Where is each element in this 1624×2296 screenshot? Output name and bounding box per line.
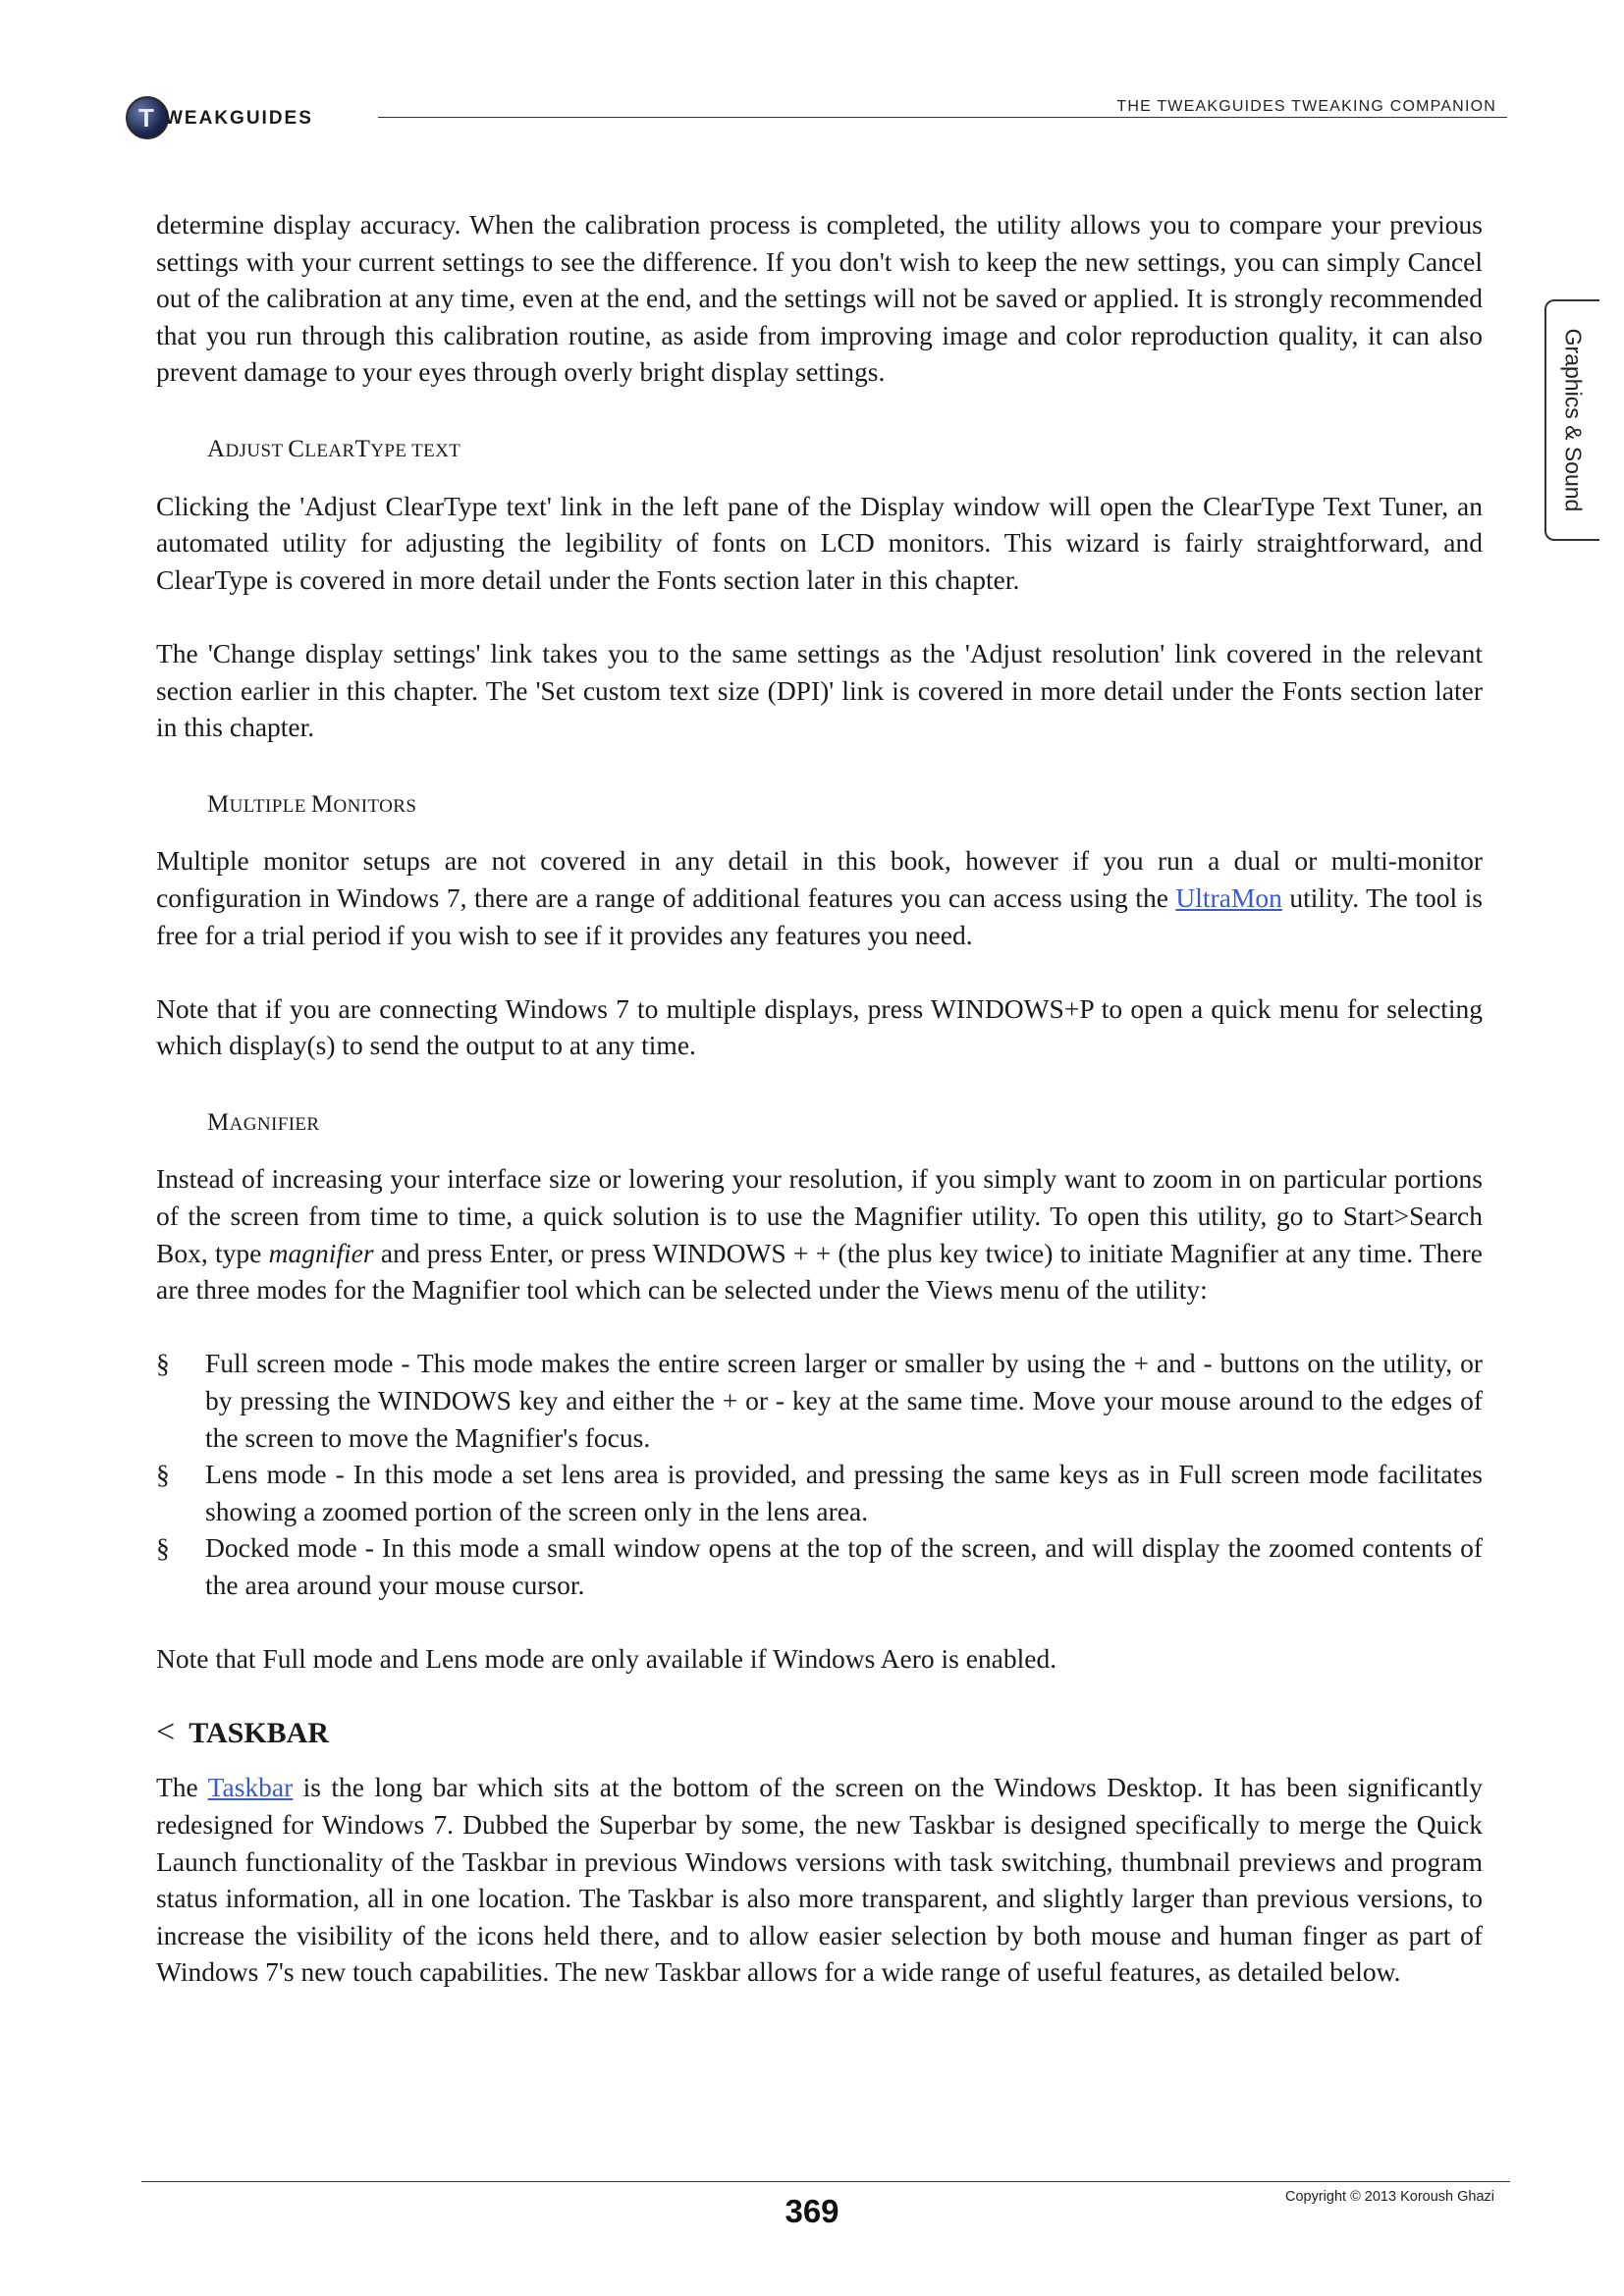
paragraph-text: and press Enter, or press WINDOWS + + (the plus key twice) to initiate Magnifier at any time. There are three modes for the Magnifier tool which can be selected under the Views menu of the utility: bbox=[156, 1237, 1483, 1306]
heading-cap: C bbox=[288, 435, 305, 462]
heading-small: LEAR bbox=[304, 440, 355, 461]
paragraph-multiple-monitors bbox=[156, 842, 1483, 953]
footer-rule bbox=[141, 2181, 1510, 2182]
paragraph-display-settings: The 'Change display settings' link takes you to the same settings as the 'Adjust resolution' link covered in the relevant section earlier in this chapter. The 'Set custom text size (DPI)' link is covered in more detail under the Fonts section later in this chapter. bbox=[156, 637, 1483, 743]
heading-cap: M bbox=[207, 790, 230, 818]
ultramon-link[interactable]: UltraMon bbox=[1175, 881, 1282, 913]
paragraph-cleartype: Clicking the 'Adjust ClearType text' link in the left pane of the Display window will open the ClearType Text Tuner, an automated utility for adjusting the legibility of fonts on LCD monitors. This wizard is fairly straightforward, and ClearType is covered in more detail under the Fonts section later in this chapter. bbox=[156, 490, 1483, 595]
section-title: TASKBAR bbox=[189, 1716, 329, 1749]
page-body bbox=[156, 206, 1483, 1991]
copyright-notice: Copyright © 2013 Koroush Ghazi bbox=[1285, 2189, 1494, 2205]
heading-magnifier bbox=[207, 1104, 1483, 1144]
heading-cap: T bbox=[354, 435, 371, 462]
paragraph-magnifier bbox=[156, 1160, 1483, 1308]
heading-small: ONITORS bbox=[333, 795, 417, 817]
paragraph-aero-note: Note that Full mode and Lens mode are only available if Windows Aero is enabled. bbox=[156, 1643, 1057, 1675]
magnifier-modes-list bbox=[156, 1345, 1483, 1603]
taskbar-link[interactable]: Taskbar bbox=[207, 1772, 294, 1803]
chapter-side-tab bbox=[1544, 299, 1599, 541]
paragraph-calibration: determine display accuracy. When the calibration process is completed, the utility allows you to compare your previous settings with your current settings to see the difference. If you don't wish to keep the new settings, you can simply Cancel out of the calibration at any time, even at the end, and the settings will not be saved or applied. It is strongly recommended that you run through this calibration routine, as aside from improving image and color reproduction quality, it can also prevent damage to your eyes through overly bright display settings. bbox=[156, 209, 1483, 388]
bullet-icon: § bbox=[156, 1348, 170, 1379]
logo-emblem-icon bbox=[126, 96, 169, 139]
list-item bbox=[156, 1345, 1483, 1456]
section-chevron-icon: < bbox=[156, 1713, 176, 1750]
header-rule bbox=[378, 117, 1507, 118]
paragraph-text: utility. The tool is free for a trial period if you wish to see if it provides any features you need. bbox=[156, 881, 1483, 950]
heading-cap: M bbox=[207, 1108, 230, 1136]
paragraph-text: Instead of increasing your interface size or lowering your resolution, if you simply want to zoom in on particular portions of the screen from time to time, a quick solution is to use the Magnifier utility. To open this utility, go to Start>Search Box, type bbox=[156, 1163, 1483, 1268]
heading-small: AGNIFIER bbox=[229, 1113, 320, 1135]
logo-text: WEAKGUIDES bbox=[165, 108, 313, 129]
paragraph-windows-p: Note that if you are connecting Windows 7 to multiple displays, press WINDOWS+P to open a quick menu for selecting which display(s) to send the output to at any time. bbox=[156, 992, 1483, 1061]
heading-cap: A bbox=[207, 435, 226, 462]
heading-cap: M bbox=[310, 790, 334, 818]
chapter-side-tab-label: Graphics & Sound bbox=[1560, 328, 1587, 512]
bullet-icon: § bbox=[156, 1532, 170, 1564]
paragraph-text: The bbox=[156, 1772, 208, 1803]
page-number: 369 bbox=[785, 2193, 839, 2229]
list-item-text: Docked mode - In this mode a small window opens at the top of the screen, and will display the zoomed contents of the area around your mouse cursor. bbox=[205, 1532, 1483, 1600]
paragraph-text: is the long bar which sits at the bottom of the screen on the Windows Desktop. It has been significantly redesigned for Windows 7. Dubbed the Superbar by some, the new Taskbar is designed specifically to merge the Quick Launch functionality of the Taskbar in previous Windows versions with task switching, thumbnail previews and program status information, all in one location. The Taskbar is also more transparent, and slightly larger than previous versions, to increase the visibility of the icons held there, and to allow easier selection by both mouse and human finger as part of Windows 7's new touch capabilities. The new Taskbar allows for a wide range of useful features, as detailed below. bbox=[156, 1772, 1483, 1988]
header-title: THE TWEAKGUIDES TWEAKING COMPANION bbox=[1116, 98, 1496, 115]
list-item bbox=[156, 1456, 1483, 1529]
logo-letter: T bbox=[138, 103, 154, 133]
list-item-text: Full screen mode - This mode makes the entire screen larger or smaller by using the + and - buttons on the utility, or by pressing the WINDOWS key and either the + or - key at the same time. Move your mouse around to the edges of the screen to move the Magnifier's focus. bbox=[205, 1348, 1483, 1453]
heading-small: YPE TEXT bbox=[370, 440, 461, 461]
bullet-icon: § bbox=[156, 1459, 170, 1490]
heading-multiple-monitors bbox=[207, 786, 1483, 826]
section-heading-taskbar bbox=[156, 1714, 1483, 1752]
italic-term: magnifier bbox=[268, 1237, 374, 1268]
paragraph-taskbar bbox=[156, 1769, 1483, 1991]
list-item-text: Lens mode - In this mode a set lens area is provided, and pressing the same keys as in Full screen mode facilitates showing a zoomed portion of the screen only in the lens area. bbox=[205, 1459, 1483, 1526]
list-item bbox=[156, 1529, 1483, 1603]
heading-small: ULTIPLE bbox=[229, 795, 311, 817]
heading-adjust-cleartype bbox=[207, 431, 1483, 470]
heading-small: DJUST bbox=[225, 440, 289, 461]
paragraph-text: Multiple monitor setups are not covered in any detail in this book, however if you run a dual or multi-monitor configuration in Windows 7, there are a range of additional features you can access using the bbox=[156, 845, 1483, 913]
